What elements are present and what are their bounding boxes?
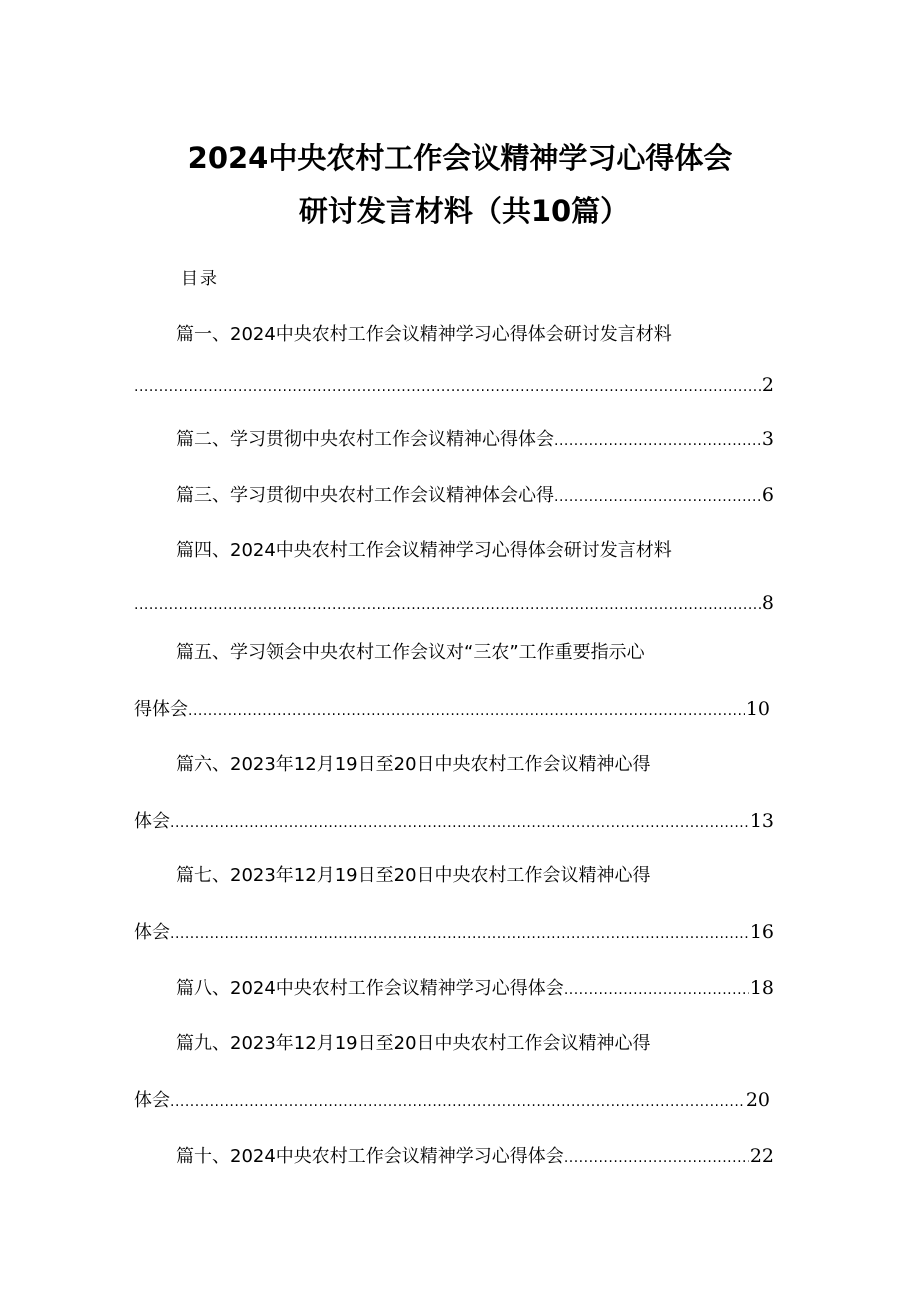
document-title-line1: 2024中央农村工作会议精神学习心得体会: [187, 141, 733, 175]
toc-entry-5-leader[interactable]: [134, 695, 770, 725]
toc-entry-10-page: 22: [749, 1145, 774, 1167]
toc-entry-1-page: 2: [761, 374, 774, 396]
dot-leader: [564, 1144, 749, 1172]
toc-entry-9-title[interactable]: 篇九、2023年12月19日至20日中央农村工作会议精神心得: [176, 1033, 651, 1054]
toc-entry-4-page: 8: [761, 592, 774, 614]
toc-entry-10-title: 篇十、2024中央农村工作会议精神学习心得体会: [176, 1146, 564, 1167]
toc-entry-5-page: 10: [745, 698, 770, 720]
toc-entry-9-page: 20: [745, 1089, 770, 1111]
toc-entry-9-leader[interactable]: [134, 1086, 770, 1116]
dot-leader: [170, 920, 749, 948]
dot-leader: [134, 373, 761, 401]
toc-entry-5-title[interactable]: 篇五、学习领会中央农村工作会议对“三农”工作重要指示心: [176, 642, 645, 663]
toc-entry-9-continuation: 体会: [134, 1090, 170, 1111]
toc-entry-6-page: 13: [749, 810, 774, 832]
dot-leader: [188, 697, 745, 725]
toc-entry-4-leader[interactable]: [134, 589, 774, 619]
toc-entry-1-title[interactable]: 篇一、2024中央农村工作会议精神学习心得体会研讨发言材料: [176, 324, 672, 345]
toc-entry-3-page: 6: [761, 484, 774, 506]
toc-heading: 目录: [181, 269, 219, 289]
toc-entry-5-continuation: 得体会: [134, 699, 188, 720]
toc-entry-8-title: 篇八、2024中央农村工作会议精神学习心得体会: [176, 978, 564, 999]
toc-entry-4-title[interactable]: 篇四、2024中央农村工作会议精神学习心得体会研讨发言材料: [176, 540, 672, 561]
toc-entry-8-page: 18: [749, 977, 774, 999]
toc-entry-7-title[interactable]: 篇七、2023年12月19日至20日中央农村工作会议精神心得: [176, 865, 651, 886]
toc-entry-7-leader[interactable]: [134, 918, 774, 948]
toc-entry-2-title: 篇二、学习贯彻中央农村工作会议精神心得体会: [176, 429, 554, 450]
toc-entry-10[interactable]: [176, 1142, 774, 1172]
dot-leader: [134, 591, 761, 619]
toc-entry-2-page: 3: [761, 428, 774, 450]
toc-entry-1-leader[interactable]: [134, 371, 774, 401]
toc-entry-3-title: 篇三、学习贯彻中央农村工作会议精神体会心得: [176, 485, 554, 506]
toc-entry-6-continuation: 体会: [134, 811, 170, 832]
dot-leader: [564, 976, 749, 1004]
dot-leader: [170, 809, 749, 837]
toc-entry-8[interactable]: [176, 974, 774, 1004]
toc-entry-2[interactable]: [176, 425, 774, 455]
dot-leader: [554, 427, 761, 455]
dot-leader: [170, 1088, 745, 1116]
dot-leader: [554, 483, 761, 511]
document-title-line2: 研讨发言材料（共10篇）: [298, 194, 630, 228]
toc-entry-6-leader[interactable]: [134, 807, 774, 837]
toc-entry-3[interactable]: [176, 481, 774, 511]
toc-entry-7-page: 16: [749, 921, 774, 943]
toc-entry-6-title[interactable]: 篇六、2023年12月19日至20日中央农村工作会议精神心得: [176, 754, 651, 775]
toc-entry-7-continuation: 体会: [134, 922, 170, 943]
